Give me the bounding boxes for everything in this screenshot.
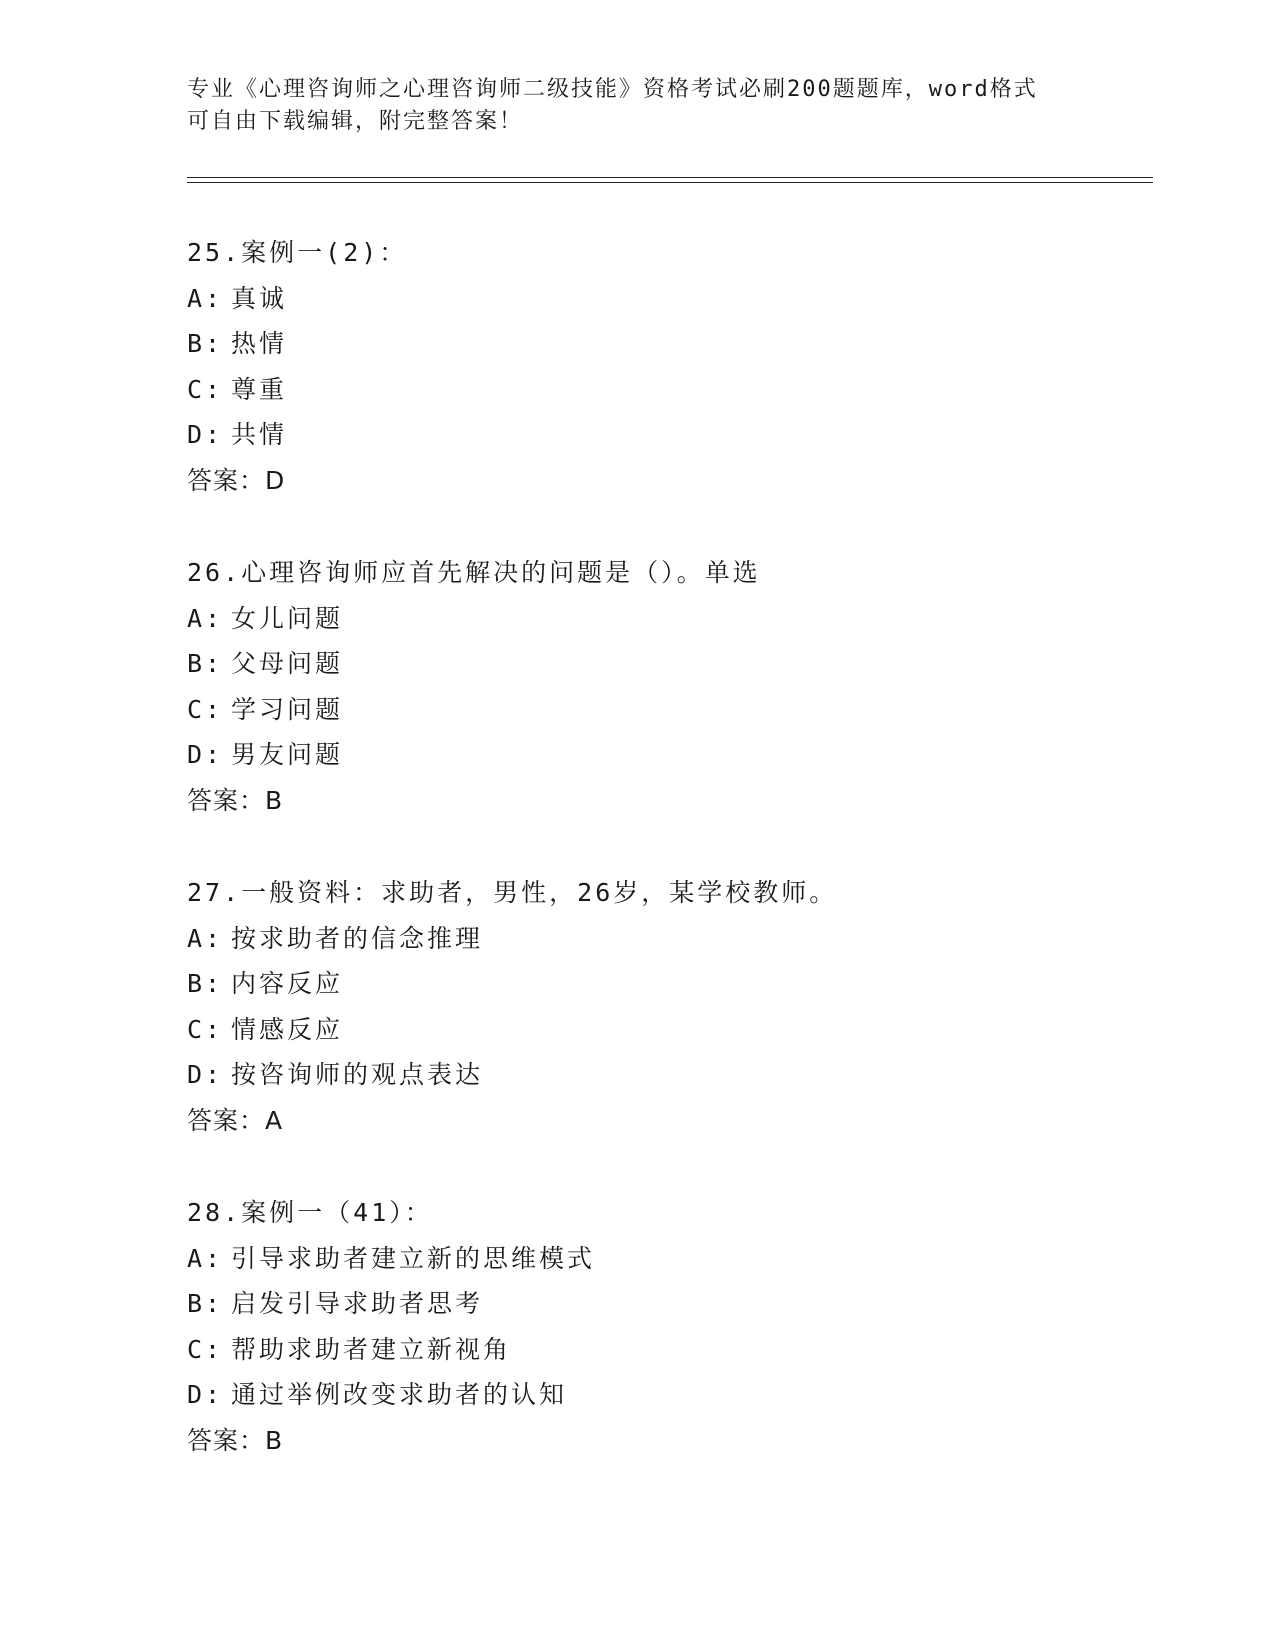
option-d bbox=[187, 412, 1153, 458]
document-header bbox=[187, 74, 1067, 138]
option-key: A: bbox=[187, 603, 224, 633]
option-text: 父母问题 bbox=[231, 649, 344, 679]
option-text: 共情 bbox=[231, 420, 288, 450]
option-a bbox=[187, 276, 1153, 322]
option-b bbox=[187, 961, 1153, 1007]
option-text: 男友问题 bbox=[231, 740, 344, 770]
option-key: B: bbox=[187, 1289, 224, 1319]
option-c bbox=[187, 1327, 1153, 1373]
option-d bbox=[187, 732, 1153, 778]
option-c bbox=[187, 1007, 1153, 1053]
option-text: 真诚 bbox=[231, 283, 288, 313]
header-line-1: 专业《心理咨询师之心理咨询师二级技能》资格考试必刷200题题库，word格式 bbox=[187, 77, 1038, 102]
option-key: B: bbox=[187, 969, 224, 999]
option-key: A: bbox=[187, 923, 224, 953]
option-key: C: bbox=[187, 374, 224, 404]
option-text: 学习问题 bbox=[231, 694, 344, 724]
option-key: D: bbox=[187, 740, 224, 770]
question-title: 28.案例一（41）： bbox=[187, 1198, 433, 1227]
option-key: A: bbox=[187, 1243, 224, 1273]
option-d bbox=[187, 1052, 1153, 1098]
option-b bbox=[187, 321, 1153, 367]
option-c bbox=[187, 687, 1153, 733]
answer-line: 答案：D bbox=[187, 465, 286, 495]
option-text: 引导求助者建立新的思维模式 bbox=[231, 1243, 596, 1273]
option-key: B: bbox=[187, 329, 224, 359]
answer-line: 答案：A bbox=[187, 1105, 284, 1135]
question-25 bbox=[187, 230, 1153, 504]
question-title: 26.心理咨询师应首先解决的问题是（）。单选 bbox=[187, 558, 761, 587]
option-text: 帮助求助者建立新视角 bbox=[231, 1334, 512, 1364]
option-text: 按求助者的信念推理 bbox=[231, 923, 484, 953]
option-a bbox=[187, 1236, 1153, 1282]
option-key: A: bbox=[187, 283, 224, 313]
question-28 bbox=[187, 1190, 1153, 1464]
option-b bbox=[187, 641, 1153, 687]
option-key: D: bbox=[187, 420, 224, 450]
question-26 bbox=[187, 550, 1153, 824]
option-d bbox=[187, 1372, 1153, 1418]
question-title: 27.一般资料：求助者，男性，26岁，某学校教师。 bbox=[187, 878, 838, 907]
option-text: 内容反应 bbox=[231, 969, 344, 999]
option-text: 情感反应 bbox=[231, 1014, 344, 1044]
option-key: B: bbox=[187, 649, 224, 679]
header-divider-top bbox=[187, 177, 1153, 178]
option-key: C: bbox=[187, 694, 224, 724]
answer-line: 答案：B bbox=[187, 785, 284, 815]
option-b bbox=[187, 1281, 1153, 1327]
option-c bbox=[187, 367, 1153, 413]
option-text: 启发引导求助者思考 bbox=[231, 1289, 484, 1319]
option-text: 热情 bbox=[231, 329, 288, 359]
option-key: C: bbox=[187, 1334, 224, 1364]
option-key: C: bbox=[187, 1014, 224, 1044]
option-text: 女儿问题 bbox=[231, 603, 344, 633]
header-line-2: 可自由下载编辑，附完整答案！ bbox=[187, 109, 524, 134]
option-text: 通过举例改变求助者的认知 bbox=[231, 1380, 568, 1410]
option-text: 尊重 bbox=[231, 374, 288, 404]
header-divider-bottom bbox=[187, 182, 1153, 183]
option-key: D: bbox=[187, 1060, 224, 1090]
question-title: 25.案例一(2)： bbox=[187, 238, 408, 267]
option-a bbox=[187, 916, 1153, 962]
answer-line: 答案：B bbox=[187, 1425, 284, 1455]
option-key: D: bbox=[187, 1380, 224, 1410]
option-a bbox=[187, 596, 1153, 642]
question-27 bbox=[187, 870, 1153, 1144]
option-text: 按咨询师的观点表达 bbox=[231, 1060, 484, 1090]
